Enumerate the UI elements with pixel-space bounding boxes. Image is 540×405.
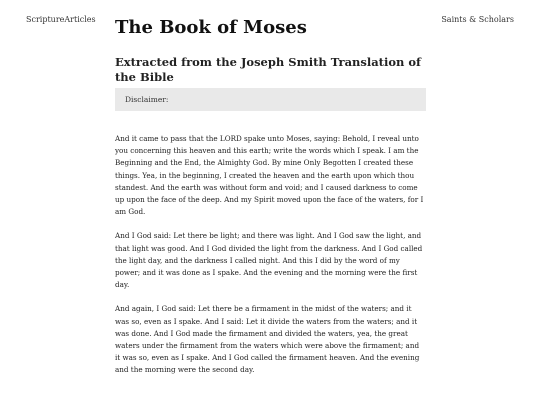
paragraph-2: And I God said: Let there be light; and there was light. And I God saw the light, and that light was good. And I God divided the light from the darkness. And I God called the light day, and the darkness I called night. And this I did by the word of my power; and it was done as I spake. And the evening and the morning were the first day. (115, 231, 423, 290)
article (115, 17, 426, 389)
article-body (115, 133, 426, 377)
paragraph-3: And again, I God said: Let there be a firmament in the midst of the waters; and it was so, even as I spake. And I said: Let it divide the waters from the waters; and it was done. And I God made the firmament and divided the waters, yea, the great waters under the firmament from the waters which were above the firmament; and it was so, even as I spake. And I God called the firmament heaven. And the evening and the morning were the second day. (115, 304, 420, 375)
disclaimer-box (115, 88, 426, 111)
nav-link-saints-scholars[interactable]: Saints & Scholars (441, 15, 514, 24)
paragraph-1: And it came to pass that the LORD spake unto Moses, saying: Behold, I reveal unto you concerning this heaven and this earth; write the words which I speak. I am the Beginning and the End, the Almighty God. By mine Only Begotten I created these things. Yea, in the beginning, I created the heaven and the earth upon which thou standest. And the earth was without form and void; and I caused darkness to come up upon the face of the deep. And my Spirit moved upon the face of the waters, for I am God. (115, 134, 424, 217)
page-title: The Book of Moses (115, 17, 307, 38)
article-subtitle: Extracted from the Joseph Smith Translation of the Bible (115, 55, 422, 84)
disclaimer-label: Disclaimer: (125, 95, 169, 104)
site-name-link[interactable]: ScriptureArticles (26, 15, 96, 24)
